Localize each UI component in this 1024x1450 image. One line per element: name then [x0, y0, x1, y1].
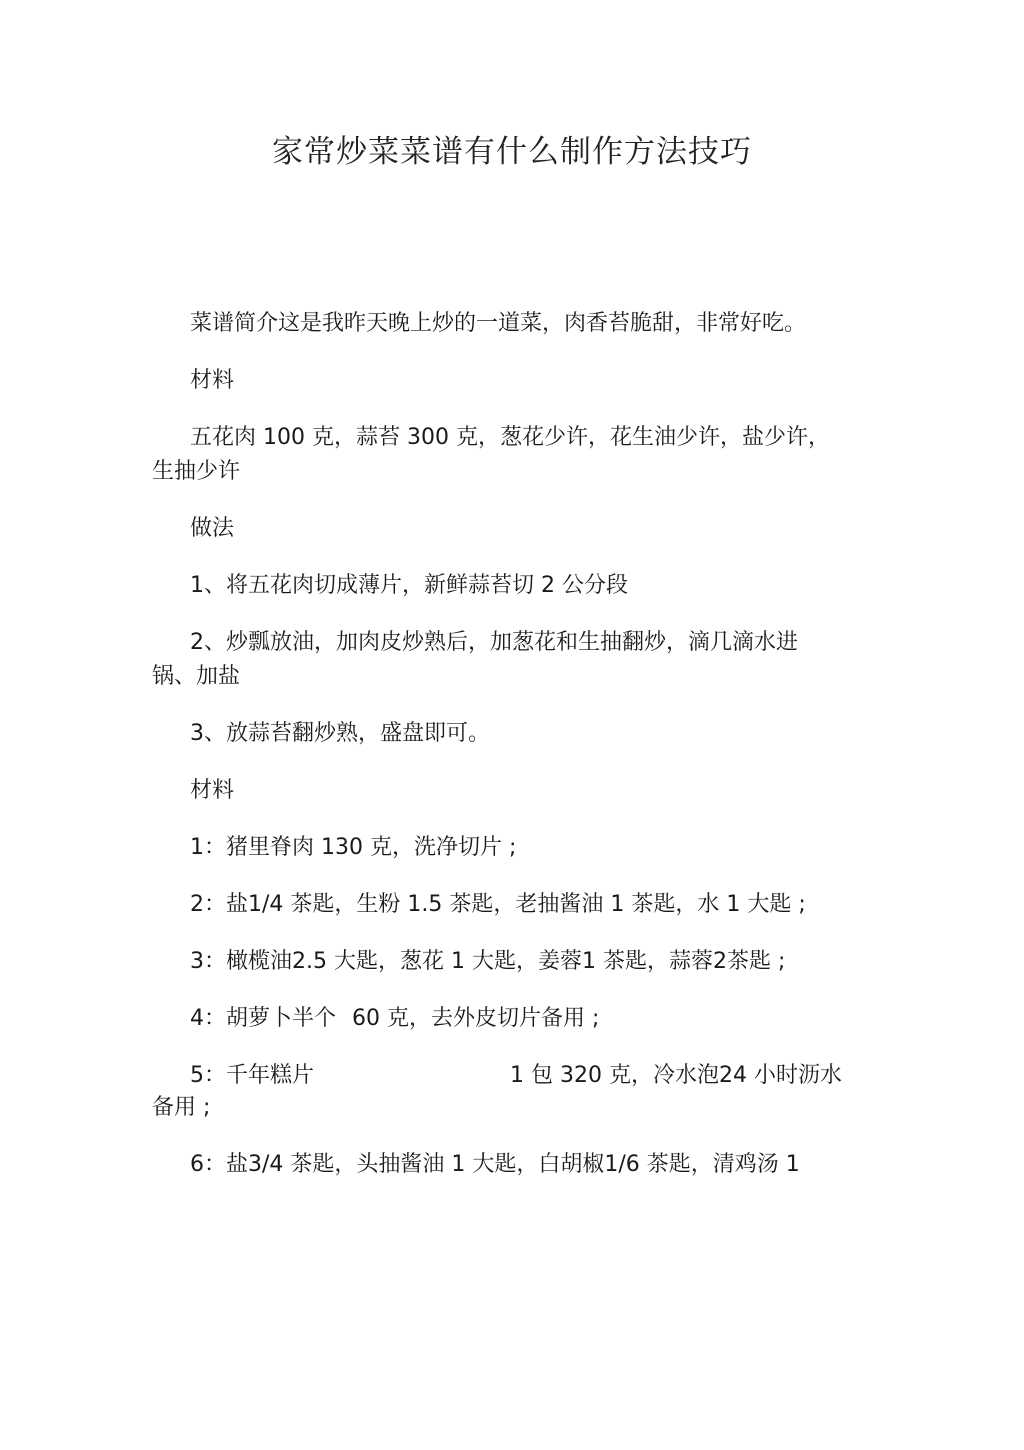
ingredient-item-1: 1：猪里脊肉 130 克，洗净切片 ; [190, 835, 517, 860]
ingredient-item-5 [152, 1060, 852, 1124]
materials-heading-2: 材料 [190, 778, 235, 803]
ingredient-item-4 [152, 1003, 852, 1035]
ingredient-item-6: 6：盐3/4 茶匙，头抽酱油 1 大匙，白胡椒1/6 茶匙，清鸡汤 1 [190, 1152, 800, 1177]
method-step-2-continued: 锅、加盐 [152, 664, 241, 689]
document-body [152, 308, 852, 1206]
ingredient-item-4-detail: 60 克，去外皮切片备用 ; [352, 1006, 600, 1031]
materials-paragraph: 五花肉 100 克，蒜苔 300 克，葱花少许，花生油少许，盐少许， [190, 425, 830, 450]
ingredient-item-5-name: 5：千年糕片 [190, 1063, 314, 1088]
method-step-2: 2、炒瓢放油，加肉皮炒熟后，加葱花和生抽翻炒，滴几滴水进 [190, 630, 798, 655]
method-step-1: 1、将五花肉切成薄片，新鲜蒜苔切 2 公分段 [190, 573, 628, 598]
document-title: 家常炒菜菜谱有什么制作方法技巧 [272, 134, 752, 170]
ingredient-item-5-detail: 1 包 320 克，冷水泡24 小时沥水备用 ; [152, 1063, 842, 1120]
ingredient-item-3: 3：橄榄油2.5 大匙，葱花 1 大匙，姜蓉1 茶匙，蒜蓉2茶匙 ; [190, 949, 786, 974]
method-step-3: 3、放蒜苔翻炒熟，盛盘即可。 [190, 721, 490, 746]
materials-heading: 材料 [190, 368, 235, 393]
intro-paragraph: 菜谱简介这是我昨天晚上炒的一道菜，肉香苔脆甜，非常好吃。 [190, 311, 807, 336]
method-heading: 做法 [190, 516, 235, 541]
ingredient-item-2: 2：盐1/4 茶匙，生粉 1.5 茶匙，老抽酱油 1 茶匙，水 1 大匙 ; [190, 892, 806, 917]
ingredient-item-4-name: 4：胡萝卜半个 [190, 1006, 336, 1031]
materials-paragraph-continued: 生抽少许 [152, 459, 241, 484]
